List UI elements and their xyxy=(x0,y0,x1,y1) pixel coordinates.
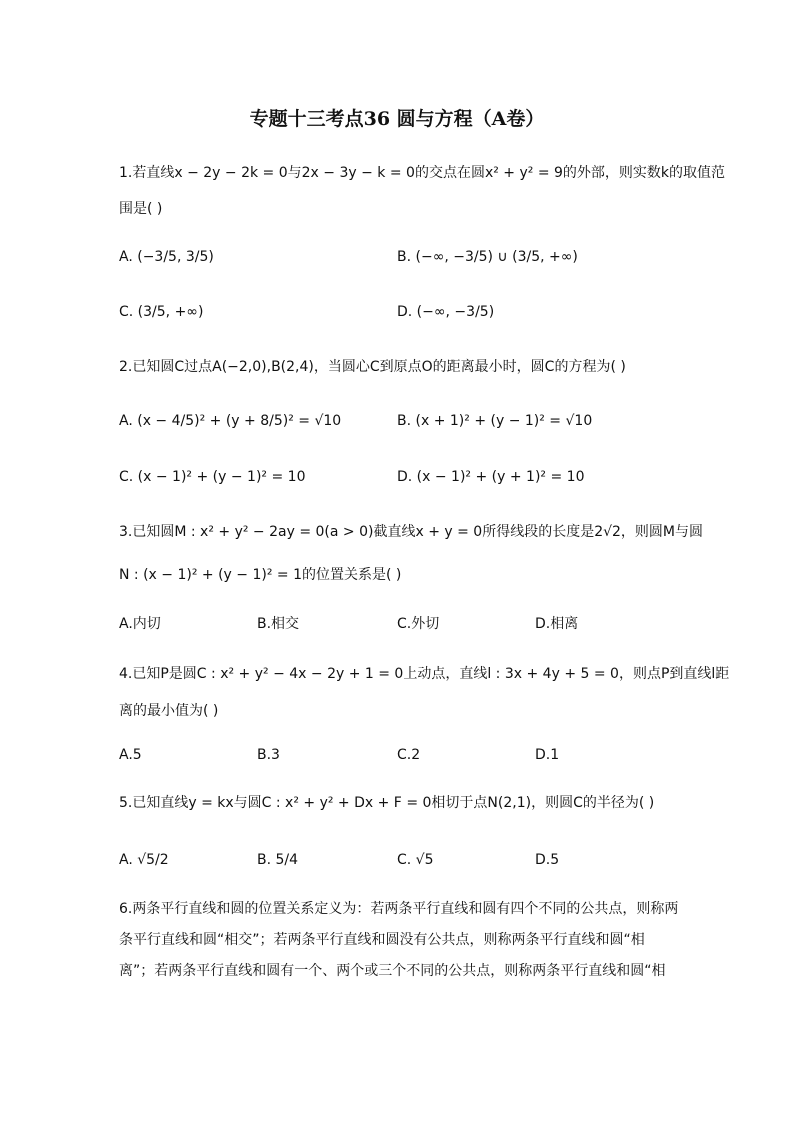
question-2-option-c: C. (x − 1)² + (y − 1)² = 10 xyxy=(119,469,306,485)
question-3-stem-cont: N : (x − 1)² + (y − 1)² = 1的位置关系是( ) xyxy=(119,567,402,583)
page-title: 专题十三考点36 圆与方程（A卷） xyxy=(249,108,545,130)
question-1-stem: 1.若直线x − 2y − 2k = 0与2x − 3y − k = 0的交点在圆x² + y² = 9的外部，则实数k的取值范 xyxy=(119,165,726,181)
question-5-option-c: C. √5 xyxy=(397,852,434,868)
question-3-stem: 3.已知圆M : x² + y² − 2ay = 0(a > 0)截直线x + y = 0所得线段的长度是2√2，则圆M与圆 xyxy=(119,524,704,540)
question-3-option-c: C.外切 xyxy=(397,616,440,632)
question-6-stem: 6.两条平行直线和圆的位置关系定义为：若两条平行直线和圆有四个不同的公共点，则称两 xyxy=(119,901,679,917)
question-1-option-d: D. (−∞, −3/5) xyxy=(397,304,495,320)
question-3-option-b: B.相交 xyxy=(257,616,300,632)
question-6-stem-cont-2: 离”；若两条平行直线和圆有一个、两个或三个不同的公共点，则称两条平行直线和圆“相 xyxy=(119,963,666,979)
question-4-stem: 4.已知P是圆C : x² + y² − 4x − 2y + 1 = 0上动点，直线l : 3x + 4y + 5 = 0，则点P到直线l距 xyxy=(119,666,730,682)
question-4-stem-cont: 离的最小值为( ) xyxy=(119,703,219,719)
question-4-option-c: C.2 xyxy=(397,747,421,763)
question-5-stem: 5.已知直线y = kx与圆C : x² + y² + Dx + F = 0相切于点N(2,1)，则圆C的半径为( ) xyxy=(119,795,655,811)
question-5-option-a: A. √5/2 xyxy=(119,852,169,868)
question-1-option-c: C. (3/5, +∞) xyxy=(119,304,204,320)
question-1-option-a: A. (−3/5, 3/5) xyxy=(119,249,214,265)
question-2-option-a: A. (x − 4/5)² + (y + 8/5)² = √10 xyxy=(119,413,342,429)
question-4-option-a: A.5 xyxy=(119,747,142,763)
question-2-option-d: D. (x − 1)² + (y + 1)² = 10 xyxy=(397,469,585,485)
question-1-option-b: B. (−∞, −3/5) ∪ (3/5, +∞) xyxy=(397,249,578,265)
question-4-option-b: B.3 xyxy=(257,747,280,763)
question-1-stem-cont: 围是( ) xyxy=(119,201,163,217)
question-6-stem-cont-1: 条平行直线和圆“相交”；若两条平行直线和圆没有公共点，则称两条平行直线和圆“相 xyxy=(119,932,645,948)
question-5-option-d: D.5 xyxy=(535,852,560,868)
question-5-option-b: B. 5/4 xyxy=(257,852,299,868)
question-4-option-d: D.1 xyxy=(535,747,560,763)
question-2-stem: 2.已知圆C过点A(−2,0),B(2,4)，当圆心C到原点O的距离最小时，圆C的方程为( ) xyxy=(119,359,626,375)
question-2-option-b: B. (x + 1)² + (y − 1)² = √10 xyxy=(397,413,593,429)
question-3-option-d: D.相离 xyxy=(535,616,579,632)
question-3-option-a: A.内切 xyxy=(119,616,161,632)
